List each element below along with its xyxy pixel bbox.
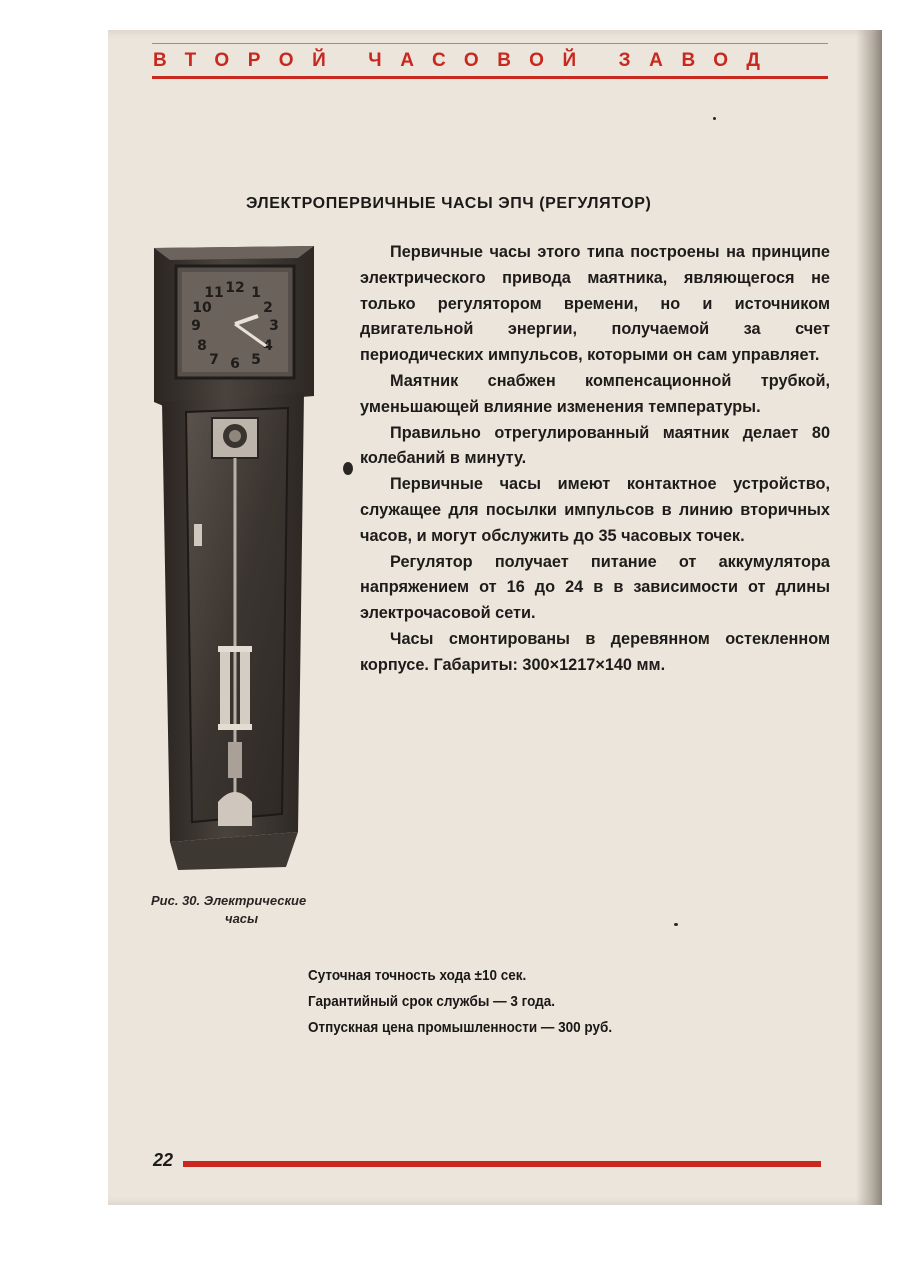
paragraph: Правильно отрегулированный маятник делает 80 колебаний в минуту. bbox=[360, 423, 830, 468]
paragraph: Регулятор получает питание от аккумулятора напряжением от 16 до 24 в в зависимости от длины электрочасовой сети. bbox=[360, 552, 830, 623]
figure-caption bbox=[151, 892, 351, 928]
svg-text:12: 12 bbox=[225, 280, 245, 296]
svg-text:11: 11 bbox=[204, 285, 224, 301]
caption-line-1: Рис. 30. Электрические bbox=[151, 893, 307, 908]
svg-text:4: 4 bbox=[263, 338, 273, 354]
page-number: 22 bbox=[153, 1150, 174, 1170]
section-title: ЭЛЕКТРОПЕРВИЧНЫЕ ЧАСЫ ЭПЧ (РЕГУЛЯТОР) bbox=[246, 195, 652, 212]
svg-text:1: 1 bbox=[251, 285, 261, 301]
svg-text:9: 9 bbox=[191, 318, 201, 334]
specifications bbox=[308, 963, 686, 1041]
description-text bbox=[360, 240, 830, 679]
spec-warranty: Гарантийный срок службы — 3 года. bbox=[308, 993, 555, 1010]
footer-rule bbox=[183, 1161, 821, 1167]
page-spine-shadow bbox=[856, 30, 882, 1205]
running-header: ВТОРОЙ ЧАСОВОЙ ЗАВОД bbox=[153, 50, 779, 71]
svg-text:10: 10 bbox=[192, 300, 212, 316]
svg-text:6: 6 bbox=[230, 356, 240, 372]
book-page bbox=[108, 30, 882, 1205]
ink-speck bbox=[343, 462, 353, 475]
ink-speck bbox=[674, 923, 678, 926]
svg-text:8: 8 bbox=[197, 338, 207, 354]
paragraph: Маятник снабжен компенсационной трубкой, уменьшающей влияние изменения температуры. bbox=[360, 371, 830, 416]
header-rule bbox=[152, 76, 828, 79]
paragraph: Первичные часы имеют контактное устройство, служащее для посылки импульсов в линию вторичных часов, и могут обслужить до 35 часовых точек. bbox=[360, 475, 830, 545]
svg-text:7: 7 bbox=[209, 352, 219, 368]
spec-price: Отпускная цена промышленности — 300 руб. bbox=[308, 1019, 613, 1036]
spec-accuracy: Суточная точность хода ±10 сек. bbox=[308, 967, 527, 984]
svg-text:2: 2 bbox=[263, 300, 273, 316]
svg-text:5: 5 bbox=[251, 352, 261, 368]
svg-text:3: 3 bbox=[269, 318, 279, 334]
paragraph: Первичные часы этого типа построены на принципе электрического привода маятника, являющегося не только регулятором времени, но и источником двигательной энергии, получаемой за счет периодических импульсов, которыми он сам управляет. bbox=[360, 243, 830, 365]
header-top-rule bbox=[152, 43, 828, 44]
caption-line-2: часы bbox=[225, 911, 259, 926]
clock-illustration bbox=[148, 242, 318, 872]
ink-speck bbox=[713, 117, 716, 120]
paragraph: Часы смонтированы в деревянном остекленном корпусе. Габариты: 300×1217×140 мм. bbox=[360, 629, 830, 674]
